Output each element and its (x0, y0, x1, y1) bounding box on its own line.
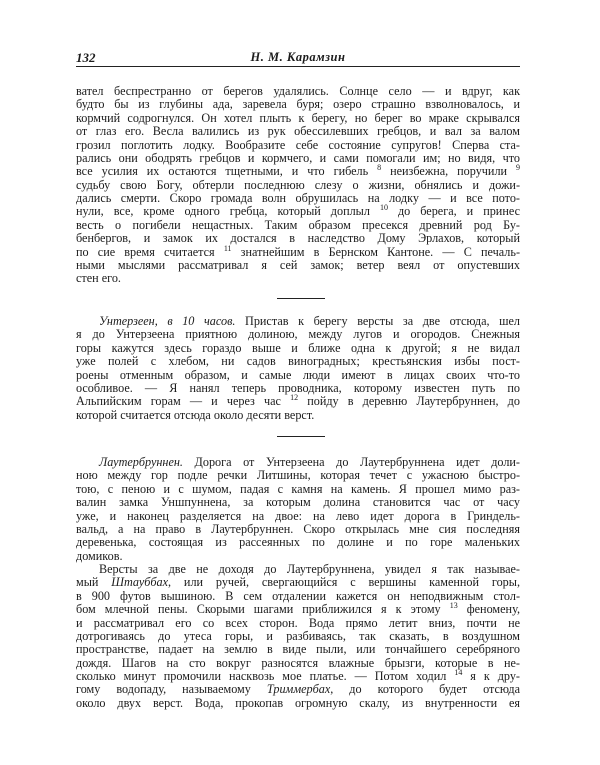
header-rule (76, 66, 520, 67)
text-line: домиков. (76, 548, 123, 563)
text-line: деревенька, состоящая из рассеянных по долине и по горе маленьких (76, 535, 520, 550)
section-separator (277, 298, 325, 299)
text-line: и рассматривал его со всех сторон. Вода прямо летит вниз, почти не (76, 615, 520, 630)
italic-text: Штауббах (111, 575, 169, 590)
text-run: я к дру- (462, 669, 520, 683)
text-run: все усилия их остаются тщетными, и что гибель (76, 164, 378, 179)
text-line (76, 205, 520, 218)
text-run: Пристав к берегу версты за две отсюда, шел (235, 314, 520, 328)
text-line: ными мыслями рассматривал я сей замок; ветер веял от опустевших (76, 257, 520, 272)
text-run: до берега, и принес (387, 204, 520, 219)
text-line (76, 315, 520, 328)
footnote-marker: 13 (449, 601, 458, 611)
text-line (76, 603, 520, 616)
text-line (76, 456, 520, 469)
text-line: грозил поглотить лодку. Вообразите себе состояние супругов! Сперва ста- (76, 137, 520, 152)
text-line (76, 576, 520, 589)
text-section-unterseen (76, 315, 520, 422)
text-line: от глаз его. Весла валились из рук обессилевших гребцов, и вал за валом (76, 124, 520, 139)
running-head-author: Н. М. Карамзин (250, 50, 346, 64)
text-line: пространстве, падает на землю в виде пыли, или тончайшего серебряного (76, 642, 520, 657)
text-line: уже полей с хлебом, ни садов виноградных; крестьянския избы пост- (76, 354, 520, 369)
text-line: Версты за две не доходя до Лаутербруннена, увидел я так называе- (99, 562, 520, 576)
text-run: Дорога от Унтерзеена до Лаутербруннена идет доли- (182, 455, 520, 469)
footnote-marker: 9 (516, 163, 521, 173)
text-line (76, 165, 520, 178)
text-line: валин замка Уншпуннена, за которым долина становится час от часу (76, 495, 520, 510)
text-line: будто бы из глубины ада, заревела буря; озеро страшно взволновалось, и (76, 97, 520, 112)
footnote-marker: 12 (290, 393, 299, 403)
text-run: бом млечной пены. Скорыми шагами приближился я к этому (76, 602, 450, 617)
text-run: по сие время считается (76, 244, 224, 259)
text-line: дались смерти. Скоро громада волн обрушилась на лодку — и все пото- (76, 191, 520, 205)
footnote-marker: 11 (223, 243, 232, 253)
text-run: , до которого будет отсюда (330, 682, 520, 697)
text-run: знатнейшим в Бернском Кантоне. — С печаль- (231, 244, 520, 259)
text-line: стен его. (76, 271, 121, 286)
text-line: тою, с пеною и с шумом, падая с камня на камень. Я прошел мимо раз- (76, 481, 520, 496)
text-line: я до Унтерзеена приятною долиною, между лугов и огородов. Снежныя (76, 327, 520, 342)
text-line: дотрогиваясь до утеса горы, и разбиваясь, так сказать, в воздушном (76, 628, 520, 643)
text-line: роены отменным образом, и самые люди имеют в лицах своих что-то (76, 367, 520, 382)
text-line: бенбергов, и замок их достался в наследство Дому Эрлахов, который (76, 231, 520, 246)
text-line: вальд, а на право в Лаутербруннен. Скоро открылась мне сия последняя (76, 521, 520, 536)
text-line (76, 670, 520, 683)
text-line: рались они ободрять гребцов и кормчего, и сами помогали им; но видя, что (76, 150, 520, 165)
text-run: сколько минут промочили насквозь мое платье. — Потом ходил (76, 669, 455, 683)
text-line: около двух верст. Вода, прокопав огромную скалу, из внутренности ея (76, 695, 520, 710)
text-line: кормчий содрогнулся. Он хотел плыть к берегу, но берег во мраке скрывался (76, 110, 520, 125)
text-line: весть о погибели нещастных. Таким образом пресекся древний род Бу- (76, 217, 520, 232)
text-run: гому водопаду, называемому (76, 682, 267, 697)
text-line: особливое. — Я нанял теперь проводника, которому известен путь по (76, 380, 520, 395)
text-run: , или ручей, свергающийся с вершины каменной горы, (168, 575, 520, 590)
italic-text: Триммербах (266, 682, 331, 697)
text-line: вател беспрестранно от берегов удалялись. Солнце село — и вдруг, как (76, 84, 520, 98)
page-number: 132 (76, 50, 96, 65)
text-line: уже, и наконец разделяется на двое: на лево идет дорога в Гриндель- (76, 508, 520, 523)
italic-text: Унтерзеен, в 10 часов. (99, 314, 236, 328)
text-line: горы кажутся здесь гораздо выше и ближе одна к другой; я не видал (76, 340, 520, 355)
section-separator (277, 436, 325, 437)
text-run: неизбежна, поручили (381, 164, 517, 179)
text-line: которой считается отсюда около десяти верст. (76, 407, 315, 422)
text-run: феномену, (457, 602, 520, 617)
text-run: нули, все, кроме одного гребца, который доплыл (76, 204, 380, 219)
text-line: ною между гор подле речки Литшины, которая течет с ужасною быстро- (76, 468, 520, 483)
footnote-marker: 10 (379, 203, 388, 213)
italic-text: Лаутербруннен. (99, 455, 183, 469)
text-line (76, 683, 520, 696)
text-line (76, 243, 520, 259)
footnote-marker: 14 (454, 668, 463, 677)
footnote-marker: 8 (377, 163, 382, 173)
text-line: дождя. Шагов на сто вокруг разносятся влажные брызги, которые в не- (76, 655, 520, 670)
text-section-castle (76, 85, 520, 286)
text-run: мый (76, 575, 112, 590)
text-run: Альпийским горам — и через час (76, 394, 291, 409)
text-section-lauterbrunnen (76, 456, 520, 710)
text-line: в 900 футов вышиною. В сем отдалении кажется он неподвижным стол- (76, 588, 520, 603)
text-line (76, 395, 520, 408)
text-run: пойду в деревню Лаутербруннен, до (298, 394, 520, 409)
text-line: судьбу свою Богу, обтерли последнюю слезу о жизни, обнялись и дожи- (76, 177, 520, 192)
